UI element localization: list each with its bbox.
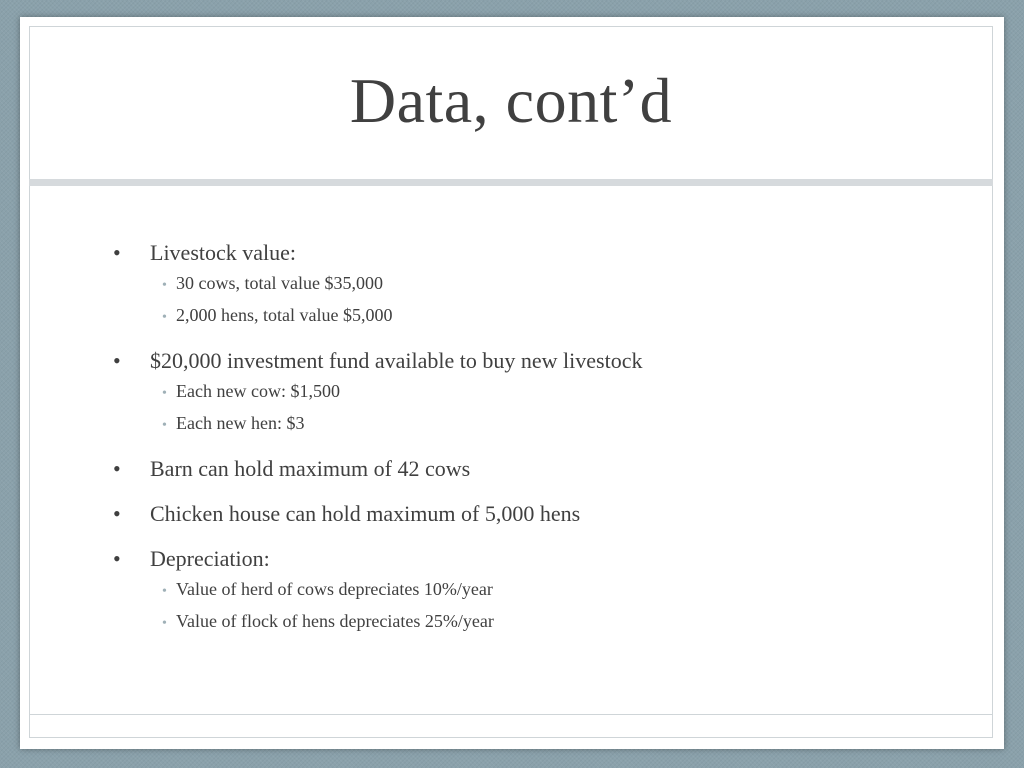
bullet-item — [108, 345, 968, 377]
sub-bullet-item — [108, 377, 968, 409]
bullet-group-investment — [108, 345, 968, 440]
sub-bullet-text: Value of flock of hens depreciates 25%/year — [176, 610, 494, 631]
bullet-marker: • — [113, 501, 121, 526]
bullet-item — [108, 453, 968, 485]
sub-bullet-text: Value of herd of cows depreciates 10%/year — [176, 579, 493, 599]
sub-bullet-item — [108, 607, 968, 639]
sub-bullet-item — [108, 409, 968, 441]
sub-bullet-text: Each new hen: $3 — [176, 412, 305, 433]
bullet-marker: • — [113, 546, 121, 571]
sub-bullet-text: 30 cows, total value $35,000 — [176, 273, 383, 293]
bullet-marker: • — [113, 348, 121, 373]
bullet-item — [108, 237, 968, 269]
slide — [20, 17, 1004, 749]
bullet-text: Barn can hold maximum of 42 cows — [150, 456, 471, 481]
sub-bullet-marker: • — [162, 584, 167, 599]
bullet-marker: • — [113, 240, 121, 265]
bullet-text: Chicken house can hold maximum of 5,000 hens — [150, 501, 581, 526]
bullet-text: Depreciation: — [150, 546, 270, 571]
sub-bullet-item — [108, 301, 968, 333]
sub-bullet-marker: • — [162, 615, 167, 631]
bullet-item — [108, 498, 968, 530]
sub-bullet-marker: • — [162, 417, 167, 433]
bullet-group-barn — [108, 453, 968, 485]
bullet-group-livestock — [108, 237, 968, 332]
sub-bullet-marker: • — [162, 386, 167, 401]
footer-divider — [29, 714, 993, 715]
bullet-list — [108, 237, 968, 651]
bullet-item — [108, 543, 968, 575]
bullet-group-chicken-house — [108, 498, 968, 530]
sub-bullet-text: 2,000 hens, total value $5,000 — [176, 304, 393, 325]
sub-bullet-marker: • — [162, 278, 167, 293]
bullet-marker: • — [113, 456, 121, 481]
sub-bullet-item — [108, 269, 968, 301]
bullet-text: $20,000 investment fund available to buy new livestock — [150, 348, 643, 373]
sub-bullet-text: Each new cow: $1,500 — [176, 381, 340, 401]
bullet-text: Livestock value: — [150, 240, 297, 265]
sub-bullet-marker: • — [162, 309, 167, 325]
title-divider — [29, 179, 993, 186]
title-area — [29, 26, 993, 179]
bullet-group-depreciation — [108, 543, 968, 638]
sub-bullet-item — [108, 575, 968, 607]
slide-title: Data, cont’d — [349, 64, 673, 136]
